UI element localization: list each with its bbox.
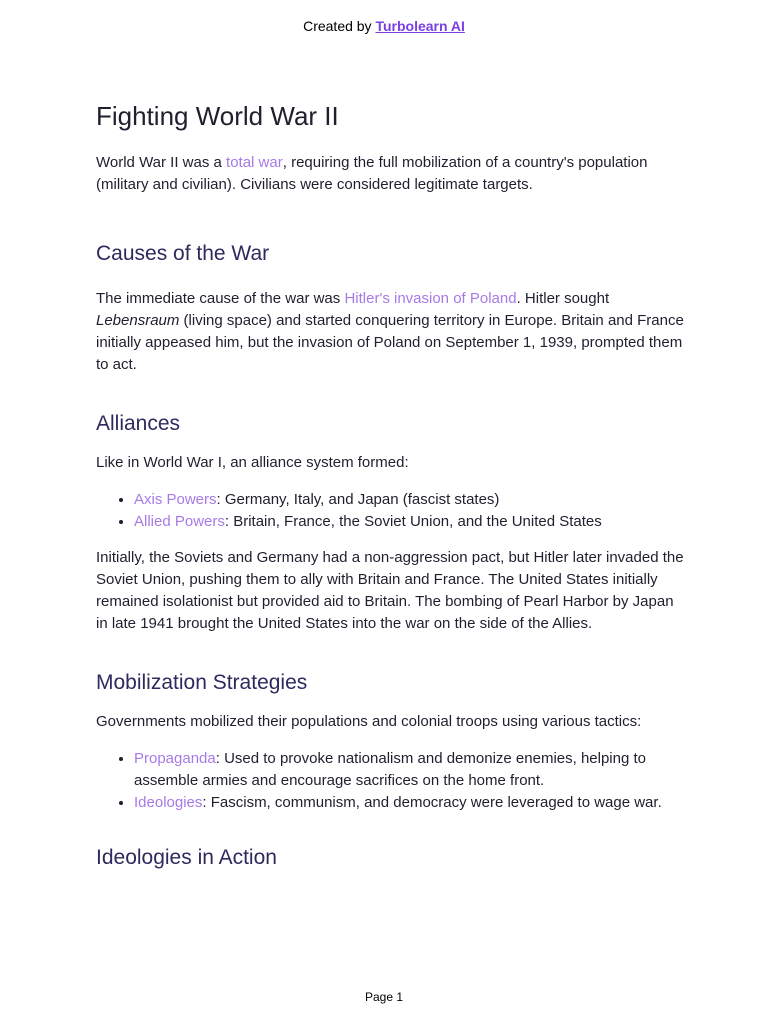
list-item: • Propaganda: Used to provoke nationalism and demonize enemies, helping to assemble armies and encourage sacrifices on the home front. xyxy=(134,748,686,792)
turbolearn-link[interactable]: Turbolearn AI xyxy=(375,18,465,34)
alliances-list xyxy=(96,489,686,533)
heading-ideologies-in-action: Ideologies in Action xyxy=(96,846,277,869)
mobilization-list xyxy=(96,748,686,814)
term-allied-powers: Allied Powers xyxy=(134,513,225,530)
page-number: Page 1 xyxy=(364,990,404,1004)
highlight-total-war: total war xyxy=(226,154,283,171)
page-header xyxy=(0,18,768,34)
term-axis-powers: Axis Powers xyxy=(134,491,217,508)
list-item: • Ideologies: Fascism, communism, and democracy were leveraged to wage war. xyxy=(134,792,686,814)
causes-paragraph: The immediate cause of the war was Hitler's invasion of Poland. Hitler sought Lebensraum (living space) and started conquering territory in Europe. Britain and France initially appeased him, but the invasion of Poland on September 1, 1939, prompted them to act. xyxy=(96,290,684,373)
heading-causes: Causes of the War xyxy=(96,242,270,265)
header-prefix: Created by xyxy=(303,18,376,34)
heading-mobilization: Mobilization Strategies xyxy=(96,671,308,694)
intro-paragraph: World War II was a total war, requiring the full mobilization of a country's population (military and civilian). Civilians were considered legitimate targets. xyxy=(96,154,648,193)
alliances-paragraph: Initially, the Soviets and Germany had a non-aggression pact, but Hitler later invaded the Soviet Union, pushing them to ally with Britain and France. The United States initially remained isolationist but provided aid to Britain. The bombing of Pearl Harbor by Japan in late 1941 brought the United States into the war on the side of the Allies. xyxy=(96,549,684,632)
term-ideologies: Ideologies xyxy=(134,794,203,811)
alliances-intro: Like in World War I, an alliance system formed: xyxy=(96,454,409,471)
mobilization-intro: Governments mobilized their populations and colonial troops using various tactics: xyxy=(96,713,642,730)
term-propaganda: Propaganda xyxy=(134,750,216,767)
document-body xyxy=(96,98,686,872)
list-item: • Allied Powers: Britain, France, the Soviet Union, and the United States xyxy=(134,511,686,533)
highlight-hitler-invasion: Hitler's invasion of Poland xyxy=(344,290,517,307)
list-item: • Axis Powers: Germany, Italy, and Japan (fascist states) xyxy=(134,489,686,511)
page-title: Fighting World War II xyxy=(96,101,339,131)
heading-alliances: Alliances xyxy=(96,412,181,435)
italic-lebensraum: Lebensraum xyxy=(96,312,180,329)
